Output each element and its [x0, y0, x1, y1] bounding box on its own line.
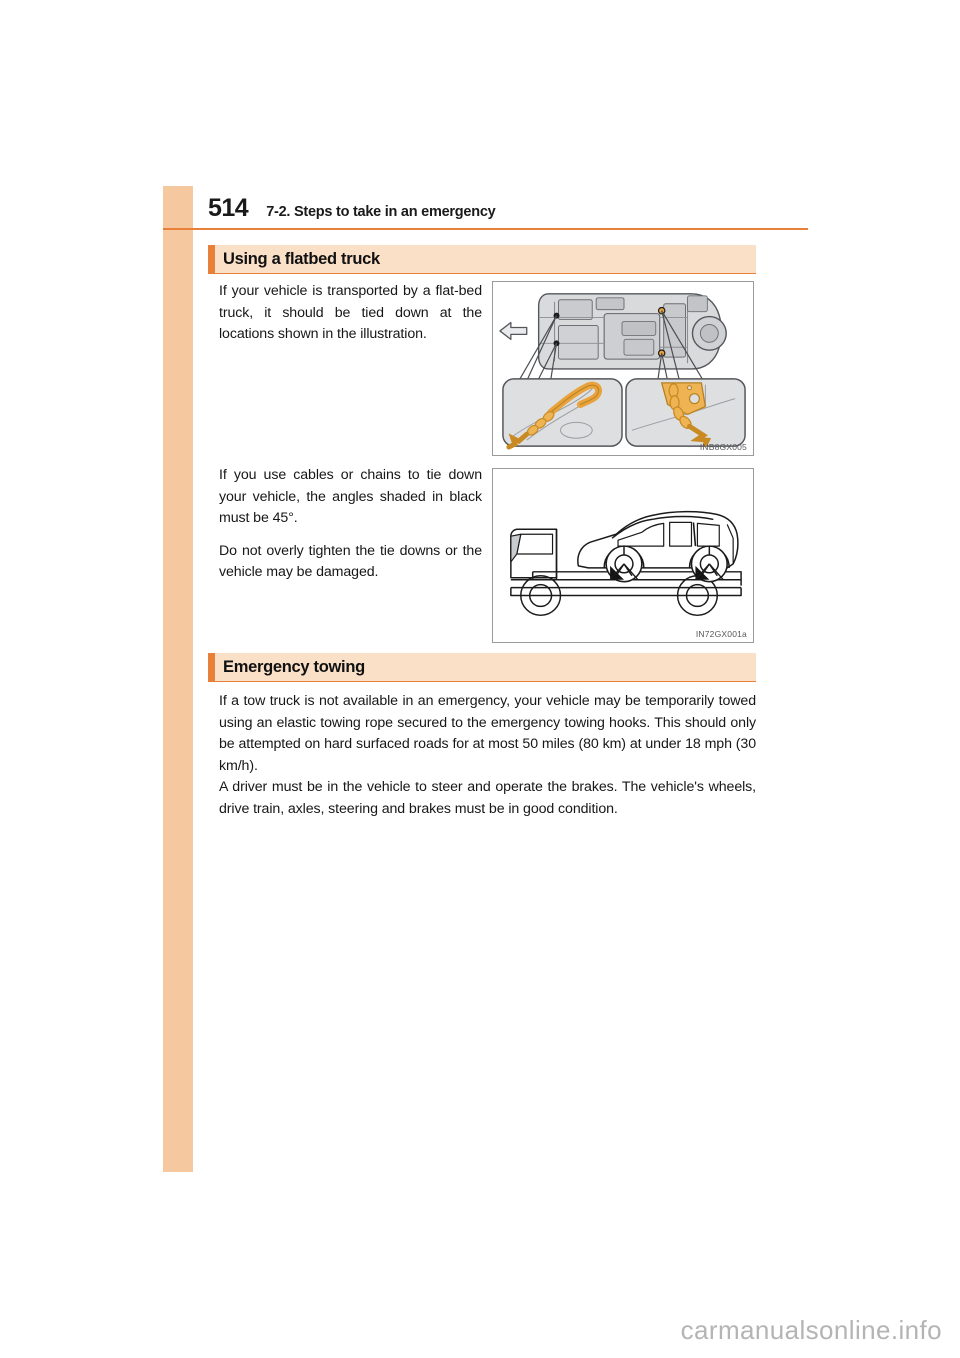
section-accent-tab [208, 245, 215, 273]
paragraph: Do not overly tighten the tie downs or the vehicle may be damaged. [219, 542, 482, 581]
header-rule [163, 228, 808, 230]
section-title: Using a flatbed truck [223, 249, 380, 268]
page-edge-tab [163, 186, 193, 1172]
section-title: Emergency towing [223, 657, 365, 676]
paragraph: If you use cables or chains to tie down your vehicle, the angles shaded in black must be 45°. [219, 467, 482, 527]
figure-tiedown-artwork [493, 282, 753, 455]
site-watermark: carmanualsonline.info [680, 1315, 942, 1345]
running-head [208, 196, 808, 226]
paragraph: If your vehicle is transported by a flat-bed truck, it should be tied down at the locations shown in the illustration. [219, 283, 482, 343]
section-header-emergency-towing [208, 653, 756, 682]
emergency-towing-text [219, 691, 756, 820]
figure-callout-right [626, 379, 745, 446]
paragraph: A driver must be in the vehicle to steer and operate the brakes. The vehicle's wheels, drive train, axles, steering and brakes must be in good condition. [219, 779, 756, 817]
figure-code: INB8GX005 [699, 442, 747, 452]
figure-tiedown-locations [492, 281, 754, 456]
paragraph: If a tow truck is not available in an emergency, your vehicle may be temporarily towed using an elastic towing rope secured to the emergency towing hooks. This should only be attempted on hard surfaced roads for at most 50 miles (80 km) at under 18 mph (30 km/h). [219, 693, 756, 774]
figure-flatbed-artwork [493, 469, 753, 642]
figure-code: IN72GX001a [695, 629, 747, 639]
section-header-using-a-flatbed-truck [208, 245, 756, 274]
page-number: 514 [208, 194, 249, 222]
cables-angle-text [219, 465, 482, 584]
figure-flatbed-truck [492, 468, 754, 643]
figure-callout-left [503, 379, 622, 447]
flatbed-intro-text [219, 281, 482, 346]
running-head-title: 7-2. Steps to take in an emergency [266, 204, 496, 220]
section-accent-tab [208, 653, 215, 681]
